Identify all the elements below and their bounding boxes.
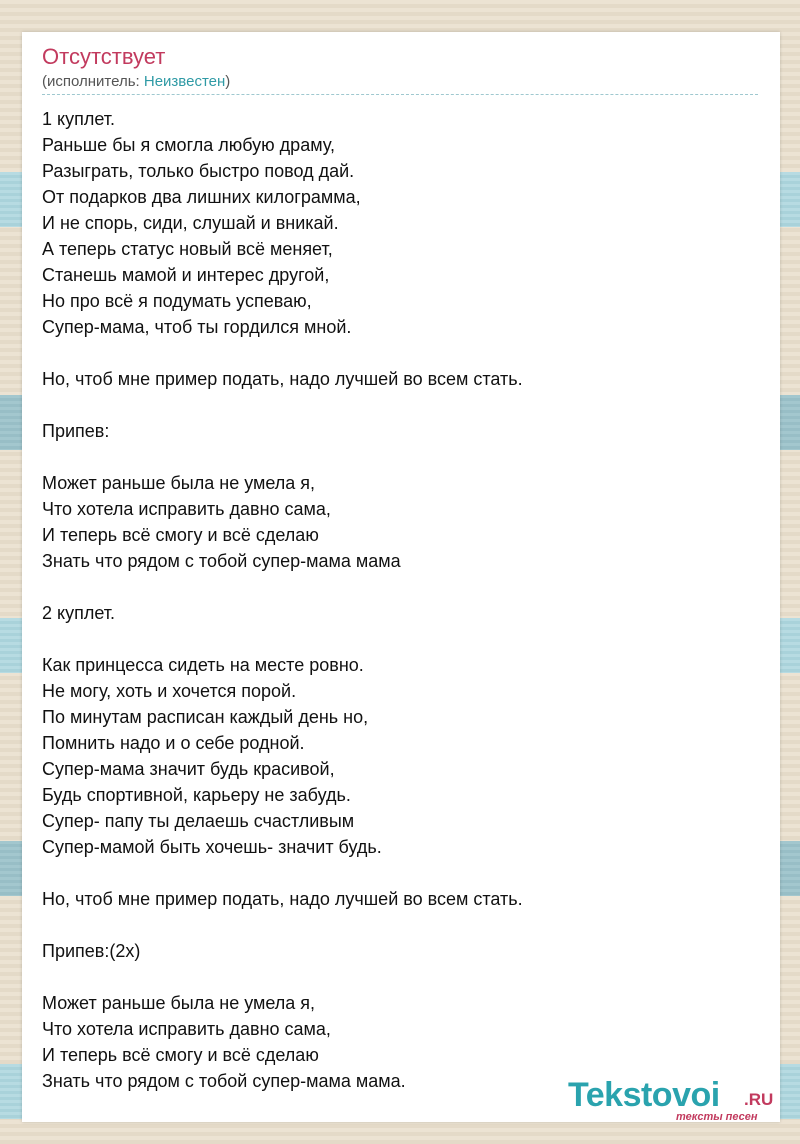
performer-line	[42, 73, 230, 91]
lyrics-line: Супер- папу ты делаешь счастливым	[42, 811, 355, 831]
performer-suffix: )	[225, 73, 231, 90]
song-title: Отсутствует	[42, 44, 166, 69]
lyrics-line: 2 куплет.	[42, 603, 116, 623]
lyrics-line: Не могу, хоть и хочется порой.	[42, 681, 297, 701]
lyrics-line	[42, 340, 758, 366]
lyrics-line: Но, чтоб мне пример подать, надо лучшей во всем стать.	[42, 369, 523, 389]
divider	[42, 94, 758, 95]
lyrics-text	[42, 106, 758, 1094]
lyrics-line: Станешь мамой и интерес другой,	[42, 265, 330, 285]
lyrics-line	[42, 392, 758, 418]
lyrics-line	[42, 626, 758, 652]
lyrics-line: Припев:(2х)	[42, 941, 141, 961]
lyrics-line: Будь спортивной, карьеру не забудь.	[42, 785, 351, 805]
artist-link[interactable]: Неизвестен	[143, 73, 226, 90]
lyrics-line: Супер-мама, чтоб ты гордился мной.	[42, 317, 352, 337]
lyrics-line	[42, 964, 758, 990]
lyrics-line: 1 куплет.	[42, 109, 116, 129]
lyrics-line: Знать что рядом с тобой супер-мама мама	[42, 551, 401, 571]
lyrics-line: Как принцесса сидеть на месте ровно.	[42, 655, 364, 675]
lyrics-line: А теперь статус новый всё меняет,	[42, 239, 333, 259]
lyrics-line: Что хотела исправить давно сама,	[42, 499, 331, 519]
lyrics-line: Супер-мама значит будь красивой,	[42, 759, 335, 779]
logo-tagline: тексты песен	[676, 1111, 758, 1123]
lyrics-line: Что хотела исправить давно сама,	[42, 1019, 331, 1039]
lyrics-line: Разыграть, только быстро повод дай.	[42, 161, 355, 181]
lyrics-line: Может раньше была не умела я,	[42, 993, 316, 1013]
logo-domain: .RU	[744, 1090, 774, 1109]
lyrics-line: Припев:	[42, 421, 110, 441]
lyrics-line	[42, 574, 758, 600]
lyrics-line: И теперь всё смогу и всё сделаю	[42, 525, 319, 545]
lyrics-line: И не спорь, сиди, слушай и вникай.	[42, 213, 339, 233]
lyrics-card	[22, 32, 780, 1122]
lyrics-line: По минутам расписан каждый день но,	[42, 707, 369, 727]
lyrics-line: Знать что рядом с тобой супер-мама мама.	[42, 1071, 406, 1091]
lyrics-line: И теперь всё смогу и всё сделаю	[42, 1045, 319, 1065]
lyrics-line: Но про всё я подумать успеваю,	[42, 291, 312, 311]
lyrics-line: Раньше бы я смогла любую драму,	[42, 135, 335, 155]
lyrics-line	[42, 444, 758, 470]
lyrics-line: Супер-мамой быть хочешь- значит будь.	[42, 837, 382, 857]
lyrics-line	[42, 912, 758, 938]
lyrics-line: Помнить надо и о себе родной.	[42, 733, 305, 753]
lyrics-line: От подарков два лишних килограмма,	[42, 187, 361, 207]
lyrics-line	[42, 860, 758, 886]
lyrics-line: Но, чтоб мне пример подать, надо лучшей во всем стать.	[42, 889, 523, 909]
logo-name: Tekstovoi	[568, 1076, 720, 1114]
performer-prefix: (исполнитель:	[42, 73, 144, 90]
site-logo[interactable]	[568, 1076, 778, 1123]
lyrics-line: Может раньше была не умела я,	[42, 473, 316, 493]
